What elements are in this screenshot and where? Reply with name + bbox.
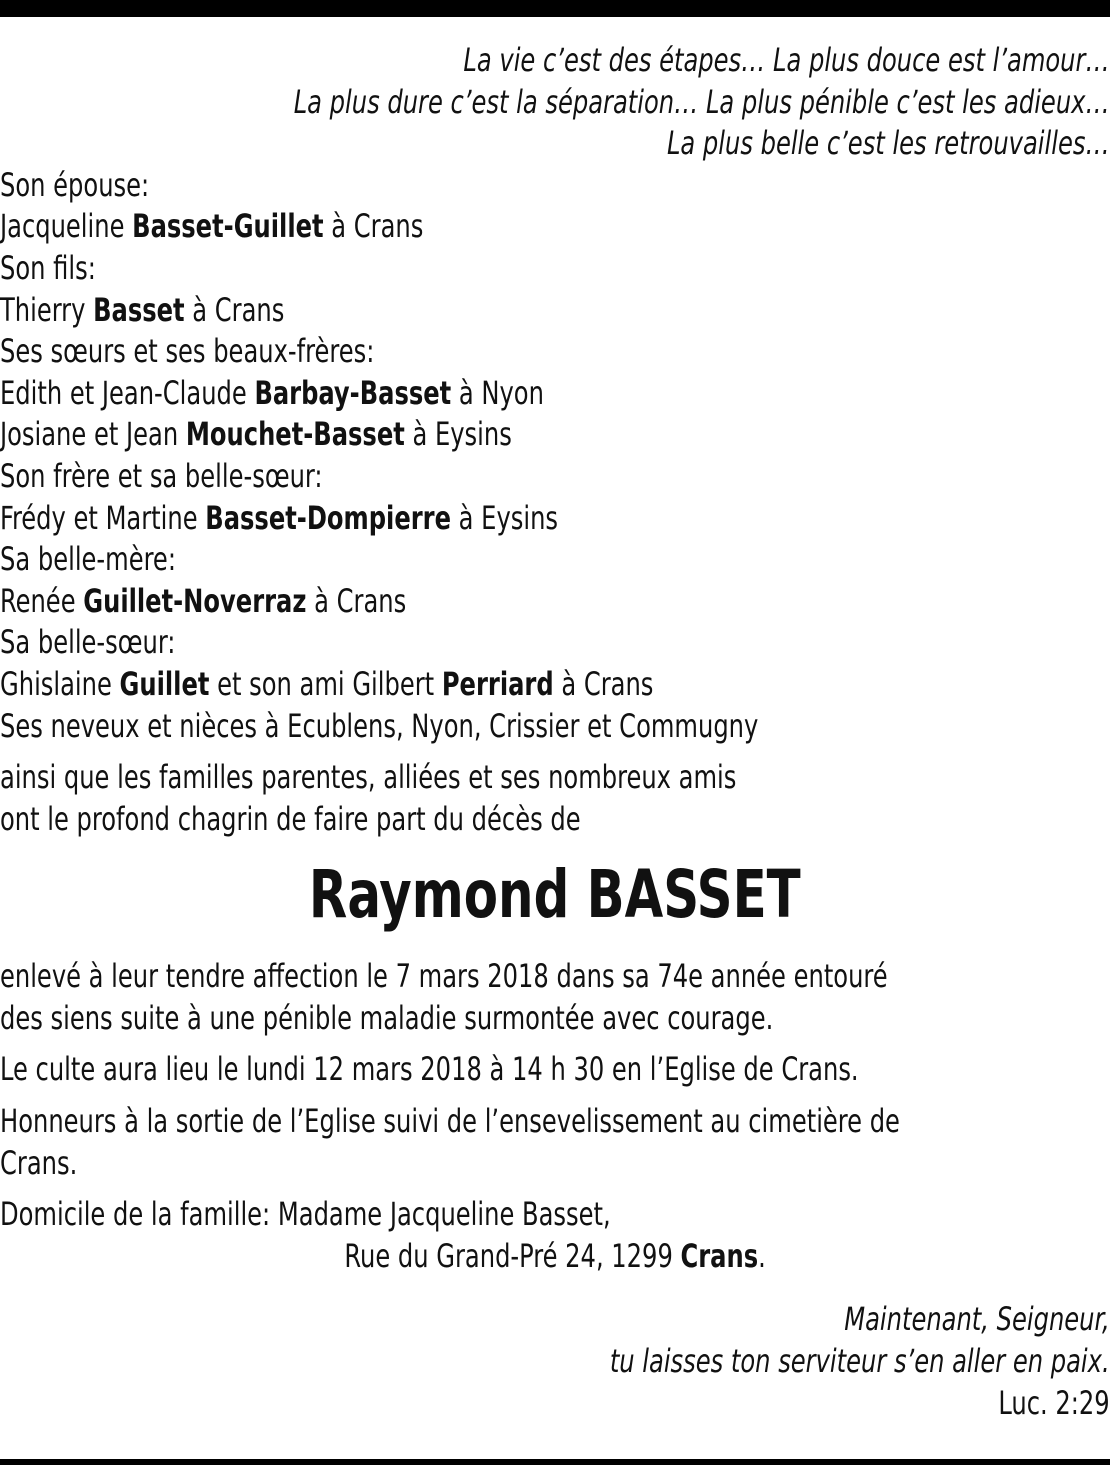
domicile-line: Domicile de la famille: Madame Jacqueline Basset,	[0, 1195, 611, 1234]
death-line: des siens suite à une pénible maladie surmontée avec courage.	[0, 998, 774, 1037]
first-name: Josiane et Jean	[0, 415, 186, 454]
friend-family-name: Perriard	[441, 664, 554, 703]
domicile-paragraph	[0, 1194, 1110, 1277]
domicile-address	[0, 1236, 1110, 1278]
announcement-line: ainsi que les familles parentes, alliées et ses nombreux amis	[0, 758, 737, 797]
family-name: Barbay-Basset	[254, 373, 452, 412]
address-end: .	[758, 1236, 766, 1275]
opening-poem	[0, 40, 1110, 165]
place: à Eysins	[404, 415, 512, 454]
bottom-rule	[0, 1459, 1110, 1465]
honors-line: Honneurs à la sortie de l’Eglise suivi de l’ensevelissement au cimetière de	[0, 1102, 900, 1141]
top-rule	[0, 0, 1110, 17]
first-name: Edith et Jean-Claude	[0, 373, 255, 412]
verse-line: tu laisses ton serviteur s’en aller en paix.	[609, 1342, 1110, 1381]
poem-line: La plus dure c’est la séparation… La plus pénible c’est les adieux…	[293, 82, 1110, 121]
spacer	[0, 747, 1110, 757]
announcement	[0, 757, 1110, 840]
spouse-label: Son épouse:	[0, 165, 150, 204]
place: à Eysins	[450, 498, 558, 537]
closing-verse	[0, 1299, 1110, 1424]
place: à Crans	[323, 207, 424, 246]
mother-in-law-label: Sa belle-mère:	[0, 540, 176, 579]
death-line: enlevé à leur tendre affection le 7 mars 2018 dans sa 74e année entouré	[0, 957, 888, 996]
spouse-entry	[0, 206, 1110, 248]
service-paragraph	[0, 1049, 1110, 1091]
poem-line: La vie c’est des étapes… La plus douce est l’amour…	[463, 41, 1110, 79]
address-city: Crans	[680, 1236, 759, 1275]
family-name: Basset-Guillet	[132, 207, 324, 246]
verse-reference: Luc. 2:29	[998, 1383, 1110, 1422]
mother-in-law-entry	[0, 581, 1110, 623]
family-name: Guillet-Noverraz	[83, 581, 307, 620]
honors-line: Crans.	[0, 1143, 78, 1182]
sister-in-law-label: Sa belle-sœur:	[0, 623, 176, 662]
brother-entry	[0, 498, 1110, 540]
place: à Crans	[306, 581, 407, 620]
address-street: Rue du Grand-Pré 24, 1299	[344, 1236, 681, 1275]
place: à Crans	[553, 664, 654, 703]
sisters-label: Ses sœurs et ses beaux-frères:	[0, 332, 375, 371]
first-name: Frédy et Martine	[0, 498, 206, 537]
announcement-line: ont le profond chagrin de faire part du décès de	[0, 799, 581, 838]
first-name: Thierry	[0, 290, 94, 329]
nephews-entry: Ses neveux et nièces à Ecublens, Nyon, Crissier et Commugny	[0, 706, 759, 745]
brother-label: Son frère et sa belle-sœur:	[0, 456, 323, 495]
sister-in-law-entry	[0, 664, 1110, 706]
family-name: Guillet	[119, 664, 210, 703]
family-name: Mouchet-Basset	[185, 415, 405, 454]
family-name: Basset-Dompierre	[205, 498, 451, 537]
son-entry	[0, 290, 1110, 332]
notice-content	[0, 40, 1110, 1424]
first-name: Ghislaine	[0, 664, 120, 703]
first-name: Renée	[0, 581, 84, 620]
first-name: Jacqueline	[0, 207, 133, 246]
place: à Nyon	[451, 373, 544, 412]
connector-text: et son ami Gilbert	[209, 664, 442, 703]
family-name: Basset	[93, 290, 185, 329]
service-line: Le culte aura lieu le lundi 12 mars 2018 à 14 h 30 en l’Eglise de Crans.	[0, 1050, 859, 1089]
honors-paragraph	[0, 1101, 1110, 1184]
place: à Crans	[184, 290, 285, 329]
sister-entry	[0, 414, 1110, 456]
poem-line: La plus belle c’est les retrouvailles…	[666, 124, 1110, 163]
verse-line: Maintenant, Seigneur,	[844, 1300, 1110, 1339]
son-label: Son fils:	[0, 248, 96, 287]
deceased-name: Raymond BASSET	[308, 856, 801, 934]
family-list	[0, 165, 1110, 747]
sister-entry	[0, 373, 1110, 415]
death-paragraph	[0, 956, 1110, 1039]
